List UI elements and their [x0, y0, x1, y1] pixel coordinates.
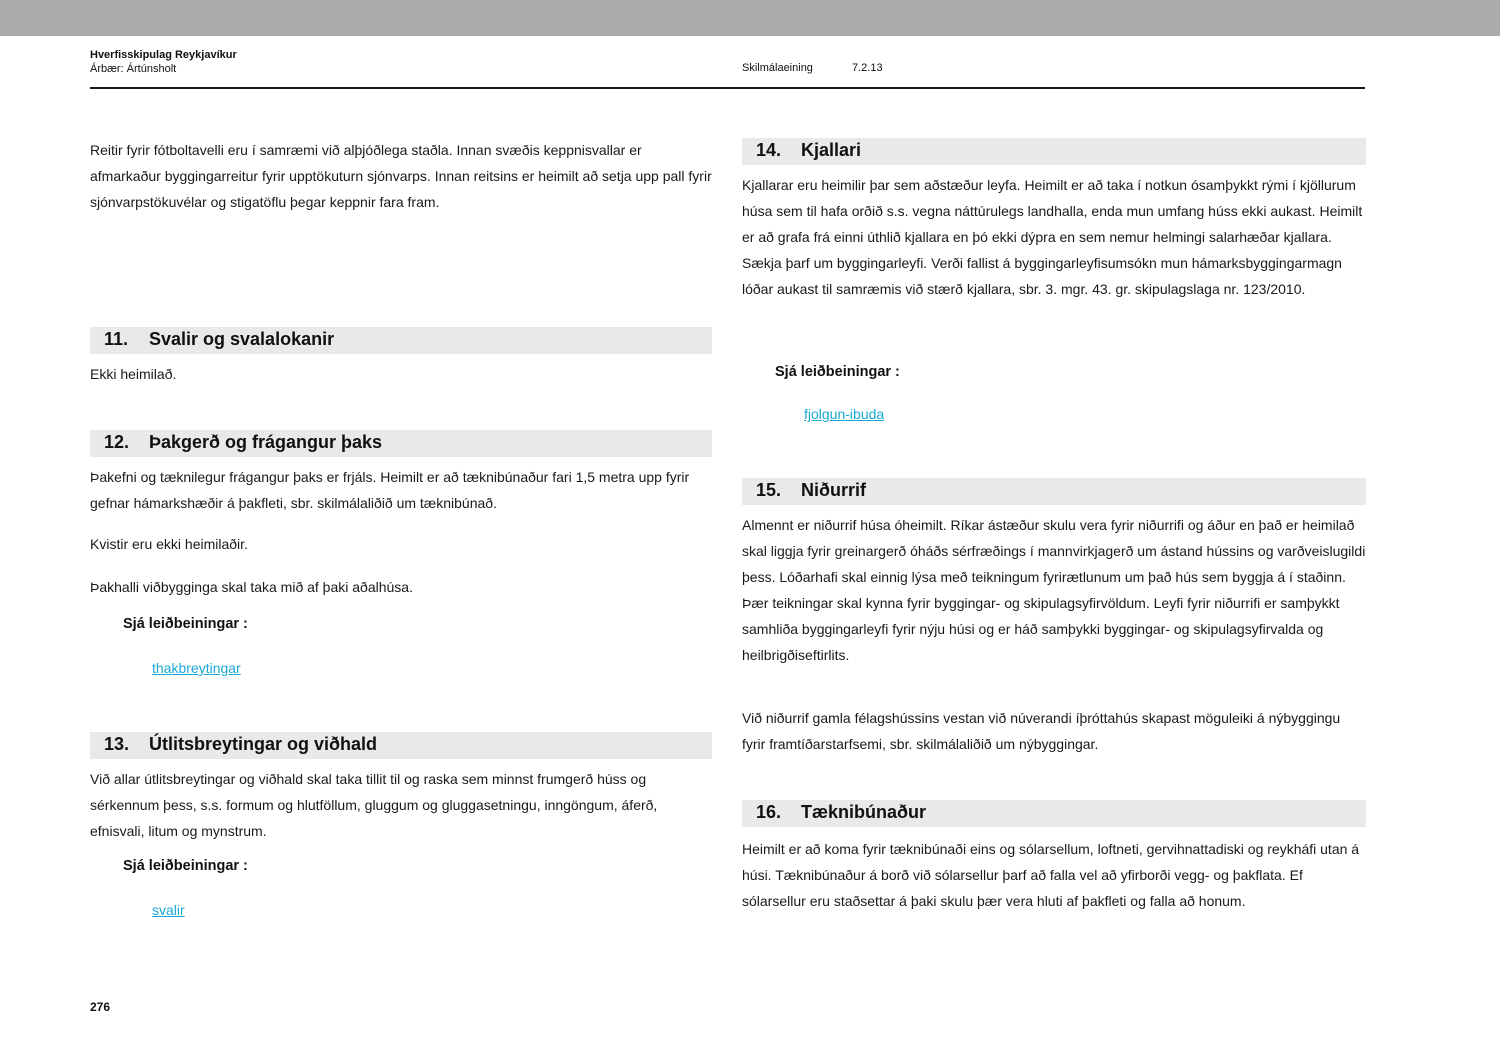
intro-paragraph: Reitir fyrir fótboltavelli eru í samræmi við alþjóðlega staðla. Innan svæðis keppnisvallar er afmarkaður byggingarreitur fyrir upptökuturn sjónvarps. Innan reitsins er heimilt að setja upp pall fyrir sjónvarpstökuvélar og stigatöflu þegar keppnir fara fram.: [90, 142, 712, 210]
section-12-paragraph-3: Þakhalli viðbygginga skal taka mið af þaki aðalhúsa.: [90, 579, 413, 595]
section-heading-11: [90, 327, 712, 354]
section-15-paragraph-2: Við niðurrif gamla félagshússins vestan við núverandi íþróttahús skapast möguleiki á nýbyggingu fyrir framtíðarstarfsemi, sbr. skilmálaliðið um nýbyggingar.: [742, 710, 1341, 752]
header-meta-value: 7.2.13: [852, 62, 883, 74]
guidance-label: Sjá leiðbeiningar :: [123, 858, 248, 874]
section-title: Tæknibúnaður: [801, 802, 926, 822]
section-heading-15: [742, 478, 1366, 505]
link-fjolgun-ibuda[interactable]: fjolgun-ibuda: [804, 406, 885, 422]
section-heading-12: [90, 430, 712, 457]
link-svalir[interactable]: svalir: [152, 902, 185, 918]
section-title: Niðurrif: [801, 480, 866, 500]
section-14-paragraph: Kjallarar eru heimilir þar sem aðstæður leyfa. Heimilt er að taka í notkun ósamþykkt rými í kjöllurum húsa sem til hafa orðið s.s. vegna náttúrulegs landhalla, enda mun umfang húss ekki aukast. Heimilt er að grafa frá einni úthlið kjallara en þó ekki dýpra en sem nemur helmingi salarhæðar kjallara. Sækja þarf um byggingarleyfi. Verði fallist á byggingarleyfisumsókn mun hámarksbyggingarmagn lóðar aukast til samræmis við stærð kjallara, sbr. 3. mgr. 43. gr. skipulagslaga nr. 123/2010.: [742, 177, 1363, 297]
header-meta-label: Skilmálaeining: [742, 62, 813, 74]
section-title: Kjallari: [801, 140, 862, 160]
section-number: 11.: [104, 329, 129, 349]
guidance-label: Sjá leiðbeiningar :: [123, 616, 248, 632]
guidance-label: Sjá leiðbeiningar :: [775, 364, 900, 380]
section-12-paragraph-1: Þakefni og tæknilegur frágangur þaks er frjáls. Heimilt er að tæknibúnaður fari 1,5 metra upp fyrir gefnar hámarkshæðir á þakfleti, sbr. skilmálaliðið um tæknibúnað.: [90, 469, 690, 511]
section-13-paragraph: Við allar útlitsbreytingar og viðhald skal taka tillit til og raska sem minnst frumgerð húss og sérkennum þess, s.s. formum og hlutföllum, gluggum og gluggasetningu, inngöngum, áferð, efnisvali, litum og mynstrum.: [90, 771, 658, 839]
section-15-paragraph-1: Almennt er niðurrif húsa óheimilt. Ríkar ástæður skulu vera fyrir niðurrifi og áður en það er heimilað skal liggja fyrir greinargerð óháðs sérfræðings í mannvirkjagerð um ástand hússins og varðveislugildi þess. Lóðarhafi skal einnig lýsa með teikningum fyrirætlunum um það hús sem byggja á í staðinn. Þær teikningar skal kynna fyrir byggingar- og skipulagsyfirvöldum. Leyfi fyrir niðurrifi er samþykkt samhliða byggingarleyfi fyrir nýju húsi og er háð samþykki byggingar- og skipulagsyfirvalda og heilbrigðiseftirlits.: [742, 517, 1366, 663]
section-heading-14: [742, 138, 1366, 165]
section-title: Svalir og svalalokanir: [149, 329, 335, 349]
section-title: Þakgerð og frágangur þaks: [149, 432, 383, 452]
section-number: 15.: [756, 480, 782, 500]
section-number: 12.: [104, 432, 130, 452]
section-title: Útlitsbreytingar og viðhald: [149, 734, 378, 754]
section-12-paragraph-2: Kvistir eru ekki heimilaðir.: [90, 536, 248, 552]
link-thakbreytingar[interactable]: thakbreytingar: [152, 660, 241, 676]
section-number: 16.: [756, 802, 782, 822]
document-subtitle: Árbær: Ártúnsholt: [90, 63, 177, 75]
section-11-paragraph: Ekki heimilað.: [90, 366, 177, 382]
page-number: 276: [90, 1000, 111, 1014]
section-number: 14.: [756, 140, 782, 160]
section-16-paragraph: Heimilt er að koma fyrir tæknibúnaði eins og sólarsellum, loftneti, gervihnattadiski og reykháfi utan á húsi. Tæknibúnaður á borð við sólarsellur þarf að falla vel að yfirborði vegg- og þakflata. Ef sólarsellur eru staðsettar á þaki skulu þær vera hluti af þakfleti og falla að honum.: [742, 841, 1360, 909]
section-heading-16: [742, 800, 1366, 827]
section-heading-13: [90, 732, 712, 759]
left-column: [90, 0, 712, 1061]
document-title: Hverfisskipulag Reykjavíkur: [90, 49, 237, 61]
section-number: 13.: [104, 734, 130, 754]
right-column: [742, 0, 1366, 1061]
